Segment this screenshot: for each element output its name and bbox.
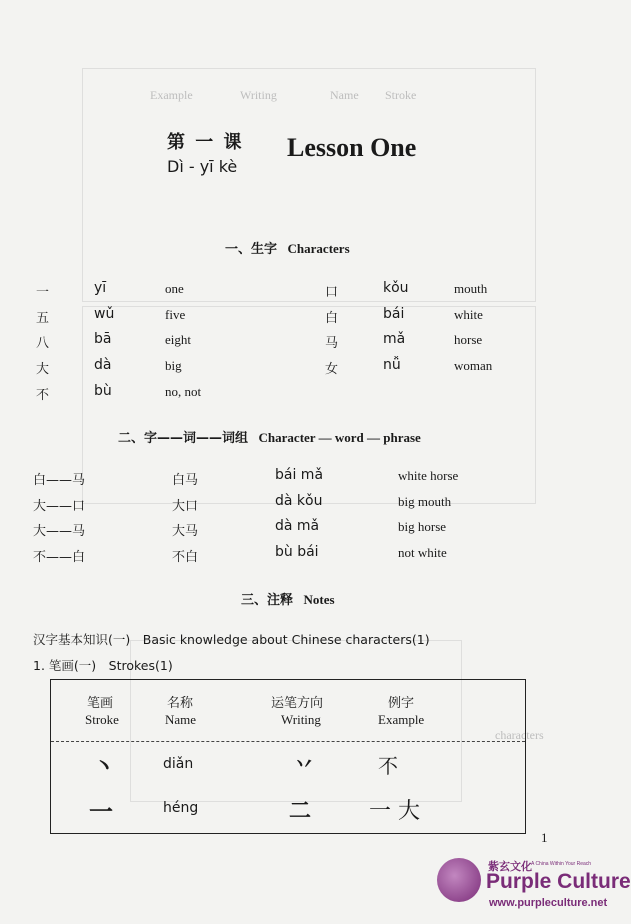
phrase-meaning: big mouth <box>398 494 452 509</box>
vocab-hanzi: 白 <box>325 311 339 326</box>
watermark-tagline: A China Within Your Reach <box>531 861 592 867</box>
watermark-url: www.purpleculture.net <box>489 897 608 909</box>
vocab-pinyin: bù <box>94 383 112 399</box>
stroke-example: 不 <box>378 754 398 778</box>
phrase-chars: 大——口 <box>33 499 86 514</box>
vocab-pinyin: mǎ <box>383 331 406 347</box>
phrase-word: 不白 <box>172 550 199 565</box>
table-divider <box>51 741 525 742</box>
vocab-pinyin: nǚ <box>383 357 401 373</box>
vocab-meaning: white <box>454 307 483 322</box>
watermark-brand: Purple Culture <box>486 870 631 893</box>
stroke-name: diǎn <box>163 756 194 772</box>
section-heading-cn: 二、字——词——词组 <box>118 431 249 446</box>
section-heading-cn: 一、生字 <box>225 242 278 257</box>
stroke-writing-demo: 二 <box>289 799 312 824</box>
section-heading-en: Character — word — phrase <box>258 430 421 445</box>
strokes-heading: 1. 笔画(一) Strokes(1) <box>33 658 173 673</box>
phrase-pinyin: bái mǎ <box>275 467 324 483</box>
watermark-chinese: 紫玄文化 <box>488 860 532 873</box>
vocab-pinyin: dà <box>94 357 112 373</box>
stroke-example: 一 大 <box>369 799 420 824</box>
phrase-word: 大马 <box>172 524 199 539</box>
vocab-hanzi: 大 <box>36 362 50 377</box>
table-header-cn: 名称 <box>167 696 194 711</box>
section-heading-en: Characters <box>287 241 350 256</box>
table-header-cn: 笔画 <box>87 696 114 711</box>
vocab-meaning: horse <box>454 332 483 347</box>
phrase-meaning: big horse <box>398 519 447 534</box>
vocab-meaning: five <box>165 307 186 322</box>
vocab-meaning: one <box>165 281 184 296</box>
vocab-meaning: eight <box>165 332 191 347</box>
stroke-writing-demo: 丷 <box>294 752 314 776</box>
purple-culture-logo-icon <box>437 858 481 902</box>
phrase-pinyin: dà kǒu <box>275 493 323 509</box>
table-header-en: Name <box>165 712 197 727</box>
table-header-cn: 例字 <box>388 696 415 711</box>
vocab-hanzi: 八 <box>36 336 50 351</box>
strokes-table <box>50 679 526 834</box>
vocab-pinyin: kǒu <box>383 280 409 296</box>
section-heading-phrases <box>118 427 421 446</box>
lesson-title-english: Lesson One <box>287 133 417 162</box>
phrase-pinyin: bù bái <box>275 544 319 560</box>
phrase-chars: 大——马 <box>33 524 86 539</box>
basic-knowledge-line: 汉字基本知识(一) Basic knowledge about Chinese characters(1) <box>33 632 430 647</box>
section-heading-characters <box>225 238 350 257</box>
phrase-word: 大口 <box>172 499 199 514</box>
phrase-chars: 不——白 <box>33 550 86 565</box>
phrase-chars: 白——马 <box>33 473 86 488</box>
vocab-pinyin: bái <box>383 306 405 322</box>
phrase-pinyin: dà mǎ <box>275 518 320 534</box>
lesson-title-chinese: 第 一 课 <box>167 132 244 153</box>
stroke-glyph: 一 <box>89 798 113 826</box>
table-header-en: Writing <box>281 712 321 727</box>
vocab-hanzi: 不 <box>36 388 50 403</box>
vocab-meaning: woman <box>454 358 493 373</box>
vocab-pinyin: yī <box>94 280 107 296</box>
lesson-title-pinyin: Dì - yī kè <box>167 157 238 176</box>
vocab-pinyin: bā <box>94 331 112 347</box>
phrase-word: 白马 <box>172 473 199 488</box>
phrase-meaning: not white <box>398 545 447 560</box>
vocab-pinyin: wǔ <box>94 306 115 322</box>
table-header-en: Stroke <box>85 712 119 727</box>
stroke-glyph: 丶 <box>93 755 116 780</box>
vocab-meaning: mouth <box>454 281 488 296</box>
table-header-en: Example <box>378 712 425 727</box>
vocab-hanzi: 女 <box>325 362 339 377</box>
table-header-cn: 运笔方向 <box>271 696 324 711</box>
vocab-hanzi: 马 <box>325 336 339 351</box>
vocab-meaning: no, not <box>165 384 202 399</box>
section-heading-notes <box>241 589 335 608</box>
vocab-hanzi: 五 <box>36 311 50 326</box>
page-number: 1 <box>541 830 548 845</box>
vocab-meaning: big <box>165 358 182 373</box>
section-heading-cn: 三、注释 <box>241 593 294 608</box>
stroke-name: héng <box>163 800 199 816</box>
vocab-hanzi: 一 <box>36 285 50 300</box>
phrase-meaning: white horse <box>398 468 459 483</box>
section-heading-en: Notes <box>303 592 335 607</box>
vocab-hanzi: 口 <box>325 285 339 300</box>
